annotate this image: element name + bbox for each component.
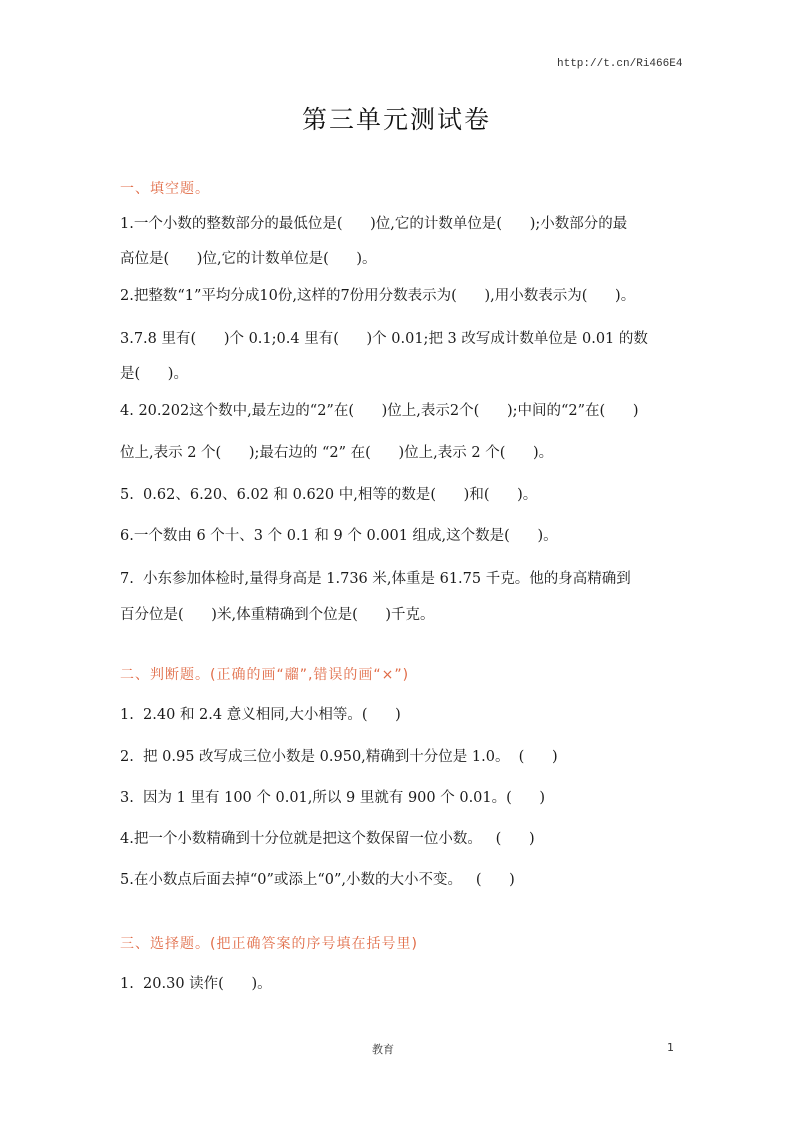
question-line: 3.7.8 里有( )个 0.1;0.4 里有( )个 0.01;把 3 改写成计数单位是 0.01 的数 xyxy=(120,331,648,347)
question-line: 6.一个数由 6 个十、3 个 0.1 和 9 个 0.001 组成,这个数是( )。 xyxy=(120,528,558,544)
page-number: 1 xyxy=(667,1041,674,1054)
question-line: 高位是( )位,它的计数单位是( )。 xyxy=(120,251,377,267)
question-line: 3. 因为 1 里有 100 个 0.01,所以 9 里就有 900 个 0.01。( ) xyxy=(120,790,546,806)
question-line: 1. 20.30 读作( )。 xyxy=(120,976,272,992)
section-heading-true-false: 二、判断题。(正确的画“鬸”,错误的画“×”) xyxy=(120,667,410,683)
question-line: 是( )。 xyxy=(120,366,188,382)
question-line: 位上,表示 2 个( );最右边的 “2” 在( )位上,表示 2 个( )。 xyxy=(120,445,554,461)
question-line: 7. 小东参加体检时,量得身高是 1.736 米,体重是 61.75 千克。他的身高精确到 xyxy=(120,571,631,587)
footer-text: 教育 xyxy=(372,1043,394,1056)
section-heading-fill-blank: 一、填空题。 xyxy=(120,181,210,197)
question-line: 百分位是( )米,体重精确到个位是( )千克。 xyxy=(120,607,435,623)
question-line: 1.一个小数的整数部分的最低位是( )位,它的计数单位是( );小数部分的最 xyxy=(120,216,628,232)
question-line: 5. 0.62、6.20、6.02 和 0.620 中,相等的数是( )和( )。 xyxy=(120,487,538,503)
question-line: 4. 20.202这个数中,最左边的“2”在( )位上,表示2个( );中间的“2”在( ) xyxy=(120,403,639,419)
page-title: 第三单元测试卷 xyxy=(301,105,491,134)
question-line: 1. 2.40 和 2.4 意义相同,大小相等。( ) xyxy=(120,707,401,723)
question-line: 4.把一个小数精确到十分位就是把这个数保留一位小数。 ( ) xyxy=(120,831,535,847)
question-line: 2. 把 0.95 改写成三位小数是 0.950,精确到十分位是 1.0。 ( ) xyxy=(120,749,558,765)
question-line: 2.把整数“1”平均分成10份,这样的7份用分数表示为( ),用小数表示为( )。 xyxy=(120,288,636,304)
section-heading-multiple-choice: 三、选择题。(把正确答案的序号填在括号里) xyxy=(120,936,418,952)
source-url: http://t.cn/Ri466E4 xyxy=(557,58,683,70)
question-line: 5.在小数点后面去掉“0”或添上“0”,小数的大小不变。 ( ) xyxy=(120,872,515,888)
